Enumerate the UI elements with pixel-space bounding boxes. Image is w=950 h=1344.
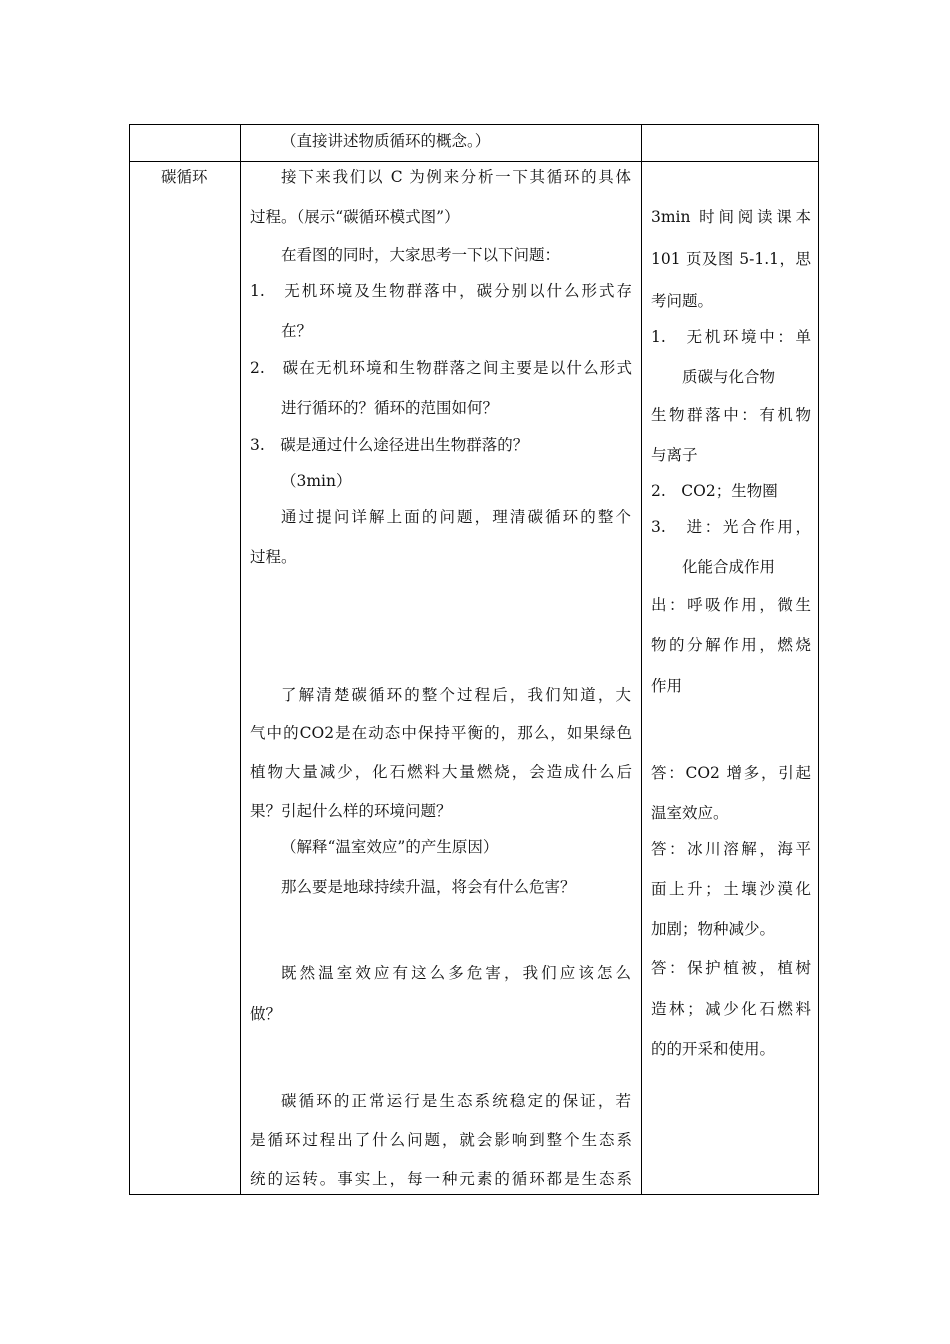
question-item: 1. 无机环境及生物群落中，碳分别以什么形式存 xyxy=(250,282,632,300)
text-line: 质碳与化合物 xyxy=(682,368,776,386)
text-line: 果？引起什么样的环境问题？ xyxy=(250,802,452,820)
text-line: 的的开采和使用。 xyxy=(651,1040,776,1058)
row-divider xyxy=(130,161,818,162)
text-line: 碳循环的正常运行是生态系统稳定的保证，若 xyxy=(281,1092,631,1110)
question-item: 2. 碳在无机环境和生物群落之间主要是以什么形式 xyxy=(250,359,632,377)
text-line: 加剧；物种减少。 xyxy=(651,920,776,938)
concept-note: （直接讲述物质循环的概念。） xyxy=(281,132,491,150)
answer-item: 2. CO2；生物圈 xyxy=(651,482,778,500)
text-line: 3min 时间阅读课本 xyxy=(651,208,811,226)
text-line: 统的运转。事实上，每一种元素的循环都是生态系 xyxy=(250,1170,632,1188)
text-line: 作用 xyxy=(651,677,683,695)
text-line: 温室效应。 xyxy=(651,804,729,822)
text-line: 那么要是地球持续升温，将会有什么危害？ xyxy=(281,878,576,896)
text-line: 在？ xyxy=(281,322,313,340)
text-line: 过程。 xyxy=(250,548,297,566)
text-line: 出：呼吸作用，微生 xyxy=(651,596,811,614)
text-line: 造林；减少化石燃料 xyxy=(651,1000,811,1018)
answer-line: 答：CO2 增多，引起 xyxy=(651,764,811,782)
text-line: 化能合成作用 xyxy=(682,558,776,576)
text-line: 101 页及图 5-1.1，思 xyxy=(651,250,811,268)
text-line: （解释“温室效应”的产生原因） xyxy=(281,838,499,856)
column-divider xyxy=(641,125,642,1194)
column-divider xyxy=(240,125,241,1194)
question-item: 3. 碳是通过什么途径进出生物群落的？ xyxy=(250,436,529,454)
text-line: 面上升；土壤沙漠化 xyxy=(651,880,811,898)
text-line: 考问题。 xyxy=(651,292,714,310)
text-line: 在看图的同时，大家思考一下以下问题： xyxy=(281,246,561,264)
text-line: 植物大量减少，化石燃料大量燃烧，会造成什么后 xyxy=(250,763,632,781)
text-line: 与离子 xyxy=(651,446,698,464)
text-line: 既然温室效应有这么多危害，我们应该怎么 xyxy=(281,964,631,982)
text-line: 进行循环的？循环的范围如何？ xyxy=(281,399,499,417)
lesson-table xyxy=(129,124,819,1195)
answer-line: 答：保护植被，植树 xyxy=(651,959,811,977)
text-line: 是循环过程出了什么问题，就会影响到整个生态系 xyxy=(250,1131,632,1149)
text-line: 过程。（展示“碳循环模式图”） xyxy=(250,208,460,226)
answer-item: 3. 进：光合作用， xyxy=(651,518,811,536)
text-line: 通过提问详解上面的问题，理清碳循环的整个 xyxy=(281,508,631,526)
row-label: 碳循环 xyxy=(161,168,208,186)
text-line: 物的分解作用，燃烧 xyxy=(651,636,811,654)
answer-item: 1. 无机环境中：单 xyxy=(651,328,811,346)
time-note: （3min） xyxy=(281,472,352,490)
answer-line: 答：冰川溶解，海平 xyxy=(651,840,811,858)
text-line: 接下来我们以 C 为例来分析一下其循环的具体 xyxy=(281,168,631,186)
text-line: 做？ xyxy=(250,1005,282,1023)
text-line: 生物群落中：有机物 xyxy=(651,406,811,424)
text-line: 气中的CO2是在动态中保持平衡的，那么，如果绿色 xyxy=(250,724,632,742)
text-line: 了解清楚碳循环的整个过程后，我们知道，大 xyxy=(281,686,631,704)
